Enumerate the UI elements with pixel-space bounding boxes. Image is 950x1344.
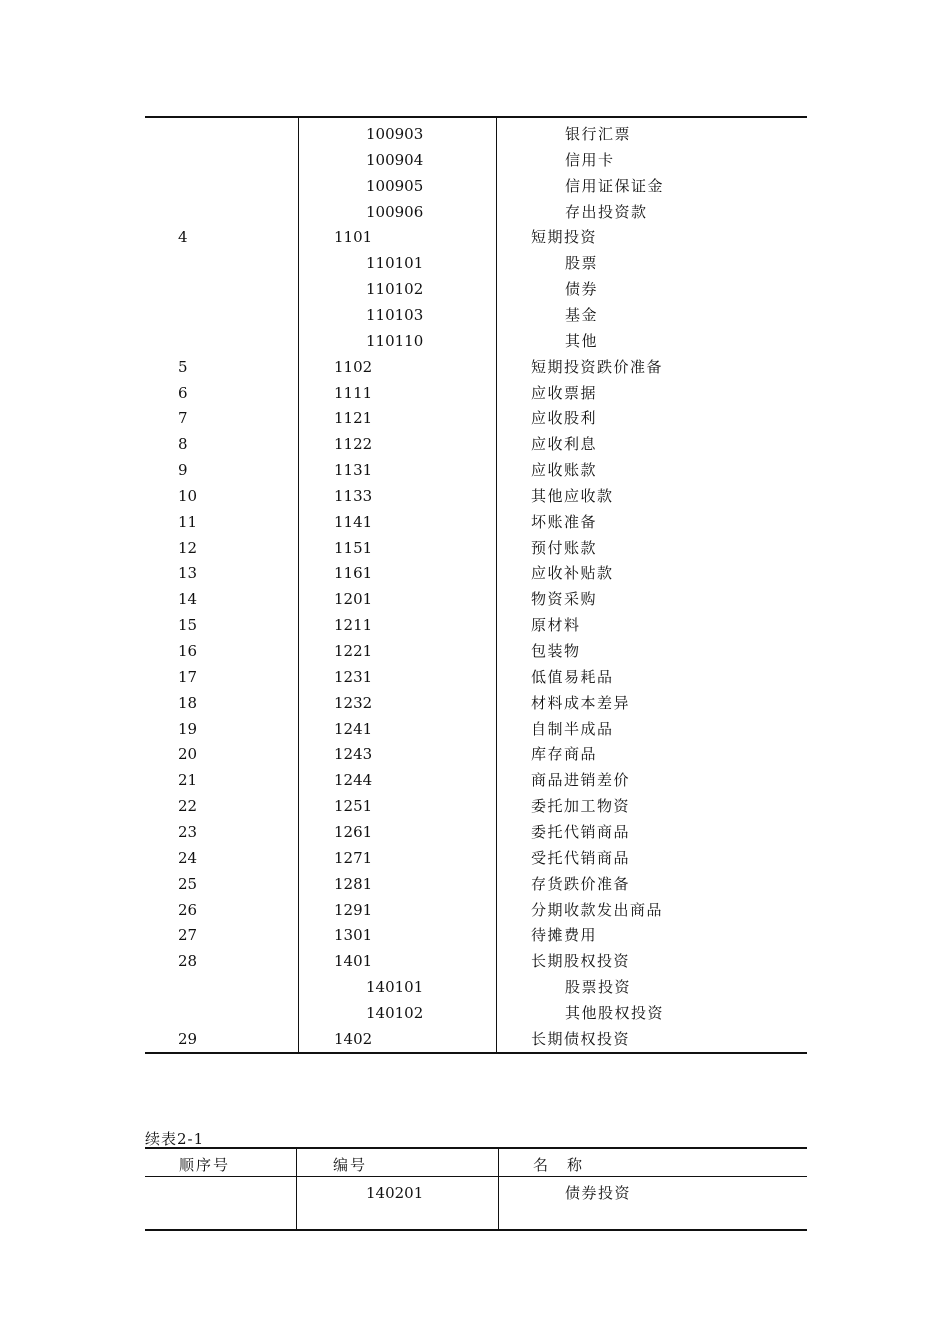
account-name: 物资采购 <box>531 590 598 609</box>
table-row <box>145 871 807 897</box>
table-row <box>145 1000 807 1026</box>
table-row <box>145 690 807 716</box>
table-row <box>145 897 807 923</box>
account-code: 1401 <box>334 952 373 971</box>
sequence-number: 29 <box>178 1029 198 1048</box>
table-row <box>145 638 807 664</box>
sequence-number: 27 <box>178 926 198 945</box>
sequence-number: 12 <box>178 538 198 557</box>
account-name: 原材料 <box>531 616 581 635</box>
account-code: 1102 <box>334 357 373 376</box>
account-code: 100904 <box>366 150 424 169</box>
table-row <box>145 793 807 819</box>
account-code: 1211 <box>334 616 373 635</box>
table-row <box>145 457 807 483</box>
account-name: 受托代销商品 <box>531 848 631 867</box>
account-code: 100906 <box>366 202 424 221</box>
table-row <box>145 354 807 380</box>
account-code: 1402 <box>334 1029 373 1048</box>
account-name: 存出投资款 <box>565 202 648 221</box>
sequence-number: 25 <box>178 874 198 893</box>
table-row <box>145 612 807 638</box>
account-code: 100905 <box>366 176 424 195</box>
account-code: 1201 <box>334 590 373 609</box>
table-row <box>145 560 807 586</box>
account-name: 其他应收款 <box>531 486 614 505</box>
account-name: 包装物 <box>531 642 581 660</box>
account-code: 140101 <box>366 978 424 997</box>
sequence-number: 5 <box>178 357 188 376</box>
account-code: 110101 <box>366 254 424 273</box>
account-code: 1131 <box>334 461 373 480</box>
table-row <box>145 199 807 225</box>
table-row <box>145 302 807 328</box>
table-row <box>145 509 807 535</box>
account-name: 长期股权投资 <box>531 952 631 971</box>
account-code: 1241 <box>334 719 373 738</box>
account-code: 1141 <box>334 512 373 531</box>
account-code: 110110 <box>366 331 424 350</box>
account-name: 应收账款 <box>531 461 598 480</box>
header-name: 名 称 <box>533 1156 585 1174</box>
sequence-number: 11 <box>178 512 198 531</box>
account-name: 自制半成品 <box>531 719 614 738</box>
table-row <box>145 380 807 406</box>
account-code: 1261 <box>334 822 373 841</box>
account-name: 短期投资 <box>531 228 598 247</box>
table-row <box>145 250 807 276</box>
account-name: 债券 <box>565 280 599 299</box>
table-row <box>145 664 807 690</box>
table-row <box>145 121 807 147</box>
account-name: 预付账款 <box>531 538 598 557</box>
sequence-number: 10 <box>178 486 198 505</box>
table-row <box>145 819 807 845</box>
account-name: 分期收款发出商品 <box>531 900 664 919</box>
account-code: 100903 <box>366 125 424 143</box>
account-name: 委托加工物资 <box>531 797 631 816</box>
account-code: 1122 <box>334 435 373 454</box>
account-name: 基金 <box>565 305 599 324</box>
sequence-number: 7 <box>178 409 188 428</box>
account-code: 110102 <box>366 280 424 299</box>
account-name: 应收票据 <box>531 383 598 402</box>
sequence-number: 9 <box>178 461 188 480</box>
account-name: 长期债权投资 <box>531 1029 631 1048</box>
sequence-number: 17 <box>178 667 198 686</box>
account-name: 材料成本差异 <box>531 693 631 712</box>
account-name: 其他股权投资 <box>565 1003 665 1022</box>
account-name: 信用证保证金 <box>565 176 665 195</box>
account-name: 股票 <box>565 254 599 273</box>
header-seq: 顺序号 <box>179 1156 231 1174</box>
table-row <box>145 328 807 354</box>
account-name: 应收补贴款 <box>531 564 614 583</box>
table-row <box>145 974 807 1000</box>
table-row <box>145 586 807 612</box>
account-code: 1101 <box>334 228 373 247</box>
account-code: 140201 <box>366 1184 424 1202</box>
table-row <box>145 276 807 302</box>
account-name: 存货跌价准备 <box>531 874 631 893</box>
account-name: 应收股利 <box>531 409 598 428</box>
account-code: 1291 <box>334 900 373 919</box>
table-row <box>145 405 807 431</box>
account-code: 1151 <box>334 538 373 557</box>
account-code: 1244 <box>334 771 373 790</box>
sequence-number: 8 <box>178 435 188 454</box>
account-name: 低值易耗品 <box>531 667 614 686</box>
account-code: 1121 <box>334 409 373 428</box>
table-row <box>145 716 807 742</box>
sequence-number: 22 <box>178 797 198 816</box>
account-code: 1281 <box>334 874 373 893</box>
account-code: 1221 <box>334 642 373 660</box>
sequence-number: 28 <box>178 952 198 971</box>
account-code: 1251 <box>334 797 373 816</box>
continued-table <box>145 1147 807 1231</box>
table-row <box>145 535 807 561</box>
sequence-number: 19 <box>178 719 198 738</box>
table-row <box>145 147 807 173</box>
sequence-number: 13 <box>178 564 198 583</box>
table-row <box>145 922 807 948</box>
table-header-row <box>145 1149 807 1177</box>
account-code: 1231 <box>334 667 373 686</box>
sequence-number: 14 <box>178 590 198 609</box>
table-row <box>145 1026 807 1052</box>
sequence-number: 4 <box>178 228 188 247</box>
account-name: 其他 <box>565 331 599 350</box>
sequence-number: 26 <box>178 900 198 919</box>
table-row <box>145 483 807 509</box>
sequence-number: 23 <box>178 822 198 841</box>
sequence-number: 15 <box>178 616 198 635</box>
account-name: 短期投资跌价准备 <box>531 357 664 376</box>
sequence-number: 24 <box>178 848 198 867</box>
table-row <box>145 1180 807 1206</box>
account-code: 1111 <box>334 383 373 402</box>
account-name: 库存商品 <box>531 745 598 764</box>
account-code: 1301 <box>334 926 373 945</box>
table-row <box>145 173 807 199</box>
table-row <box>145 845 807 871</box>
account-name: 待摊费用 <box>531 926 598 945</box>
account-name: 银行汇票 <box>565 125 632 143</box>
table-row <box>145 948 807 974</box>
sequence-number: 21 <box>178 771 198 790</box>
table-row <box>145 224 807 250</box>
sequence-number: 20 <box>178 745 198 764</box>
header-code: 编号 <box>333 1156 368 1174</box>
account-name: 信用卡 <box>565 150 615 169</box>
sequence-number: 18 <box>178 693 198 712</box>
account-name: 委托代销商品 <box>531 822 631 841</box>
account-name: 坏账准备 <box>531 512 598 531</box>
table-row <box>145 767 807 793</box>
account-name: 股票投资 <box>565 978 632 997</box>
table-row <box>145 741 807 767</box>
account-code: 1232 <box>334 693 373 712</box>
account-code: 1271 <box>334 848 373 867</box>
table-caption: 续表2-1 <box>145 1130 205 1148</box>
account-code: 140102 <box>366 1003 424 1022</box>
account-code: 1133 <box>334 486 373 505</box>
account-name: 应收利息 <box>531 435 598 454</box>
account-code: 1243 <box>334 745 373 764</box>
account-code: 1161 <box>334 564 373 583</box>
accounts-table <box>145 116 807 1054</box>
sequence-number: 6 <box>178 383 188 402</box>
account-name: 商品进销差价 <box>531 771 631 790</box>
account-code: 110103 <box>366 305 424 324</box>
table-row <box>145 431 807 457</box>
sequence-number: 16 <box>178 642 198 660</box>
account-name: 债券投资 <box>565 1184 632 1202</box>
